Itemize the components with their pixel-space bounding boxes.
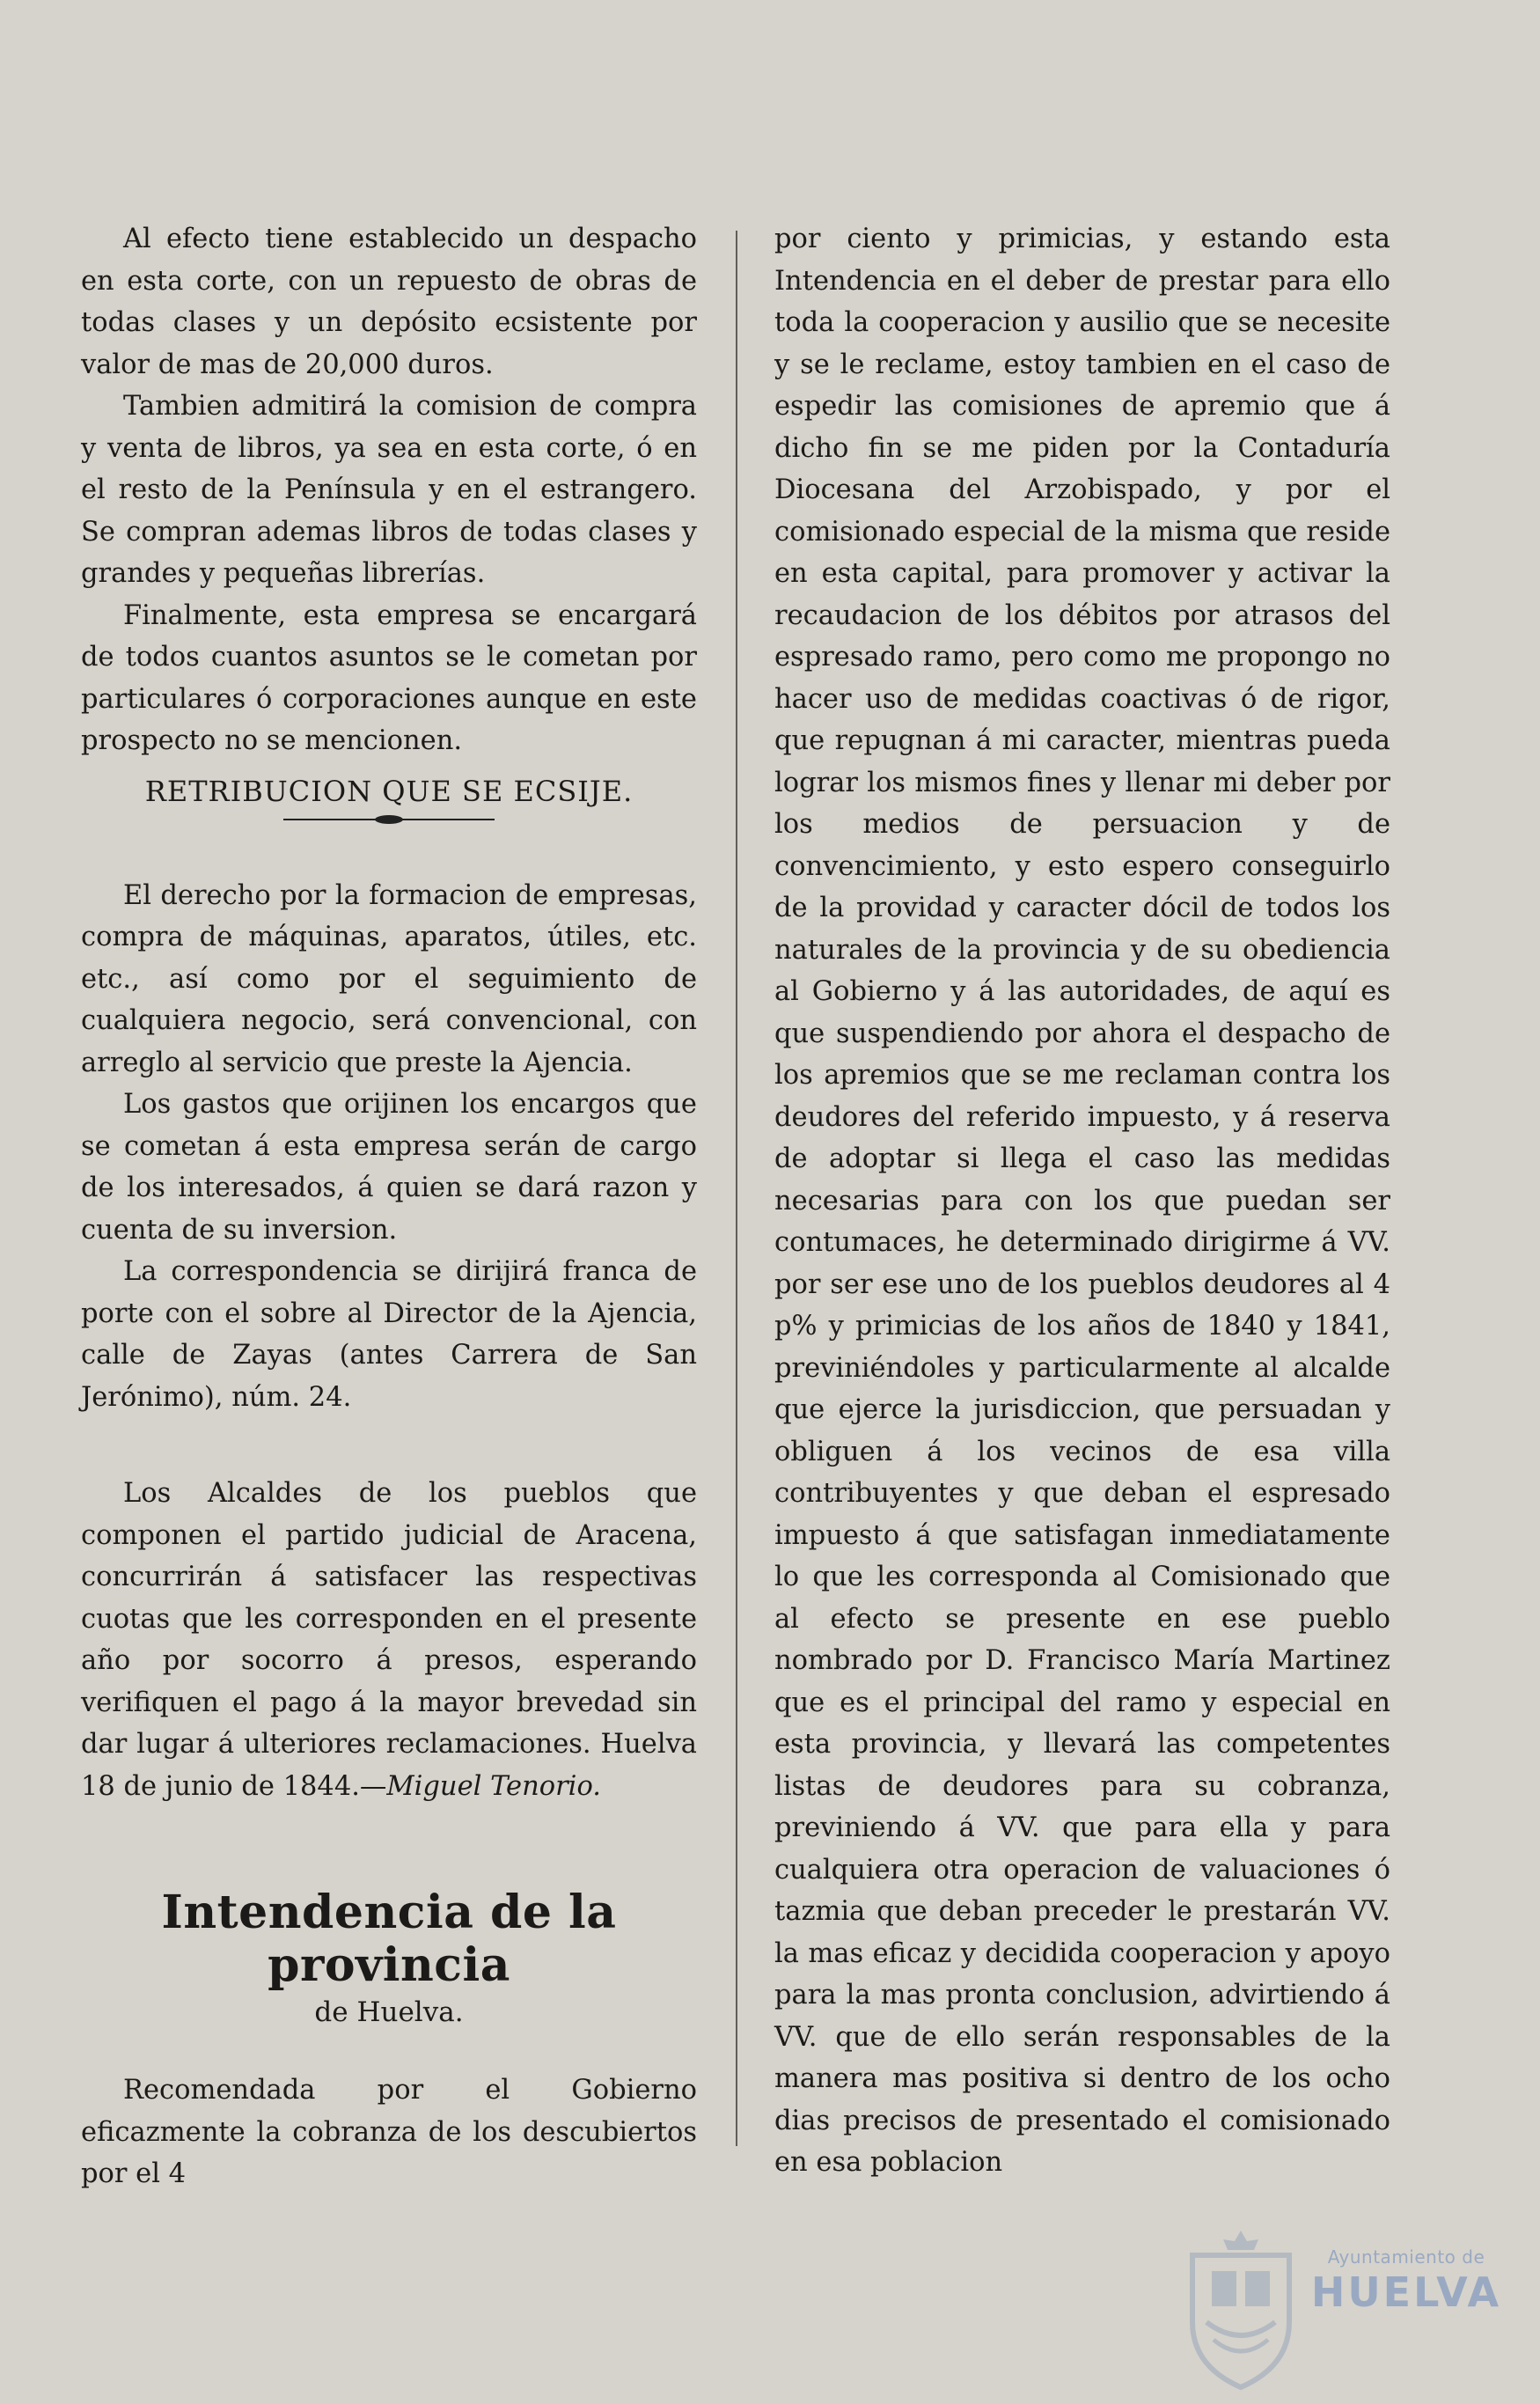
watermark-text: [1301, 2246, 1512, 2317]
paragraph: Recomendada por el Gobierno eficazmente la cobranza de los descubiertos por el 4: [81, 2075, 697, 2189]
paragraph: Tambien admitirá la comision de compra y venta de libros, ya sea en esta corte, ó en el resto de la Península y en el estrangero. Se compran ademas libros de todas clases y grandes y pequeñas librerías.: [81, 391, 697, 589]
ornamental-rule: [283, 819, 495, 820]
paragraph: El derecho por la formacion de empresas, compra de máquinas, aparatos, útiles, etc. etc., así como por el seguimiento de cualquiera negocio, será convencional, con arreglo al servicio que preste la Ajencia.: [81, 879, 697, 1078]
left-column: [81, 218, 697, 2195]
paragraph: La correspondencia se dirijirá franca de porte con el sobre al Director de la Ajencia, calle de Zayas (antes Carrera de San Jerónimo), núm. 24.: [81, 1256, 697, 1413]
huelva-coat-of-arms-icon: [1175, 2225, 1307, 2393]
column-divider: [736, 231, 737, 2146]
section-heading: RETRIBUCION QUE SE ECSIJE.: [144, 774, 634, 808]
watermark-line1: Ayuntamiento de: [1327, 2246, 1485, 2268]
notice-paragraph: [81, 1473, 697, 1807]
paragraph: Finalmente, esta empresa se encargará de todos cuantos asuntos se le cometan por particulares ó corporaciones aunque en este prospecto no se mencionen.: [81, 599, 697, 756]
paragraph: Los gastos que orijinen los encargos que se cometan á esta empresa serán de cargo de los interesados, á quien se dará razon y cuenta de su inversion.: [81, 1089, 697, 1246]
paragraph: por ciento y primicias, y estando esta Intendencia en el deber de prestar para ello toda la cooperacion y ausilio que se necesite y se le reclame, estoy tambien en el caso de espedir las comisiones de apremio que á dicho fin se me piden por la Contaduría Diocesana del Arzobispado, y por el comisionado especial de la misma que reside en esta capital, para promover y activar la recaudacion de los débitos por atrasos del espresado ramo, pero como me propongo no hacer uso de medidas coactivas ó de rigor, que repugnan á mi caracter, mientras pueda lograr los mismos fines y llenar mi deber por los medios de persuacion y de convencimiento, y esto espero conseguirlo de la providad y caracter dócil de todos los naturales de la provincia y de su obediencia al Gobierno y á las autoridades, de aquí es que suspendiendo por ahora el despacho de los apremios que se me reclaman contra los deudores del referido impuesto, y á reserva de adoptar si llega el caso las medidas necesarias para con los que puedan ser contumaces, he determinado dirigirme á VV. por ser ese uno de los pueblos deudores al 4 p% y primicias de los años de 1840 y 1841, previniéndoles y particularmente al alcalde que ejerce la jurisdiccion, que persuadan y obliguen á los vecinos de esa villa contribuyentes y que deban el espresado impuesto á que satisfagan inmediatamente lo que les corresponda al Comisionado que al efecto se presente en ese pueblo nombrado por D. Francisco María Martinez que es el principal del ramo y especial en esta provincia, y llevará las competentes listas de deudores para su cobranza, previniendo á VV. que para ella y para cualquiera otra operacion de valuaciones ó tazmia que deban preceder le prestarán VV. la mas eficaz y decidida cooperacion y apoyo para la mas pronta conclusion, advirtiendo á VV. que de ello serán responsables de la manera mas positiva si dentro de los ocho dias precisos de presentado el comisionado en esa poblacion: [774, 224, 1390, 2178]
section-title: Intendencia de la provincia: [161, 1886, 617, 1992]
paragraph: Al efecto tiene establecido un despacho en esta corte, con un repuesto de obras de todas clases y un depósito ecsistente por valor de mas de 20,000 duros.: [81, 224, 697, 380]
right-column: [774, 218, 1390, 2184]
watermark-line2: HUELVA: [1310, 2268, 1502, 2316]
notice-text: Los Alcaldes de los pueblos que componen el partido judicial de Aracena, concurrirán á satisfacer las respectivas cuotas que les corresponden en el presente año por socorro á presos, esperando verifiquen el pago á la mayor brevedad sin dar lugar á ulteriores reclamaciones. Huelva 18 de junio de 1844.—: [81, 1478, 697, 1802]
section-subtitle: de Huelva.: [314, 1996, 464, 2028]
signature: Miguel Tenorio.: [386, 1770, 601, 1802]
